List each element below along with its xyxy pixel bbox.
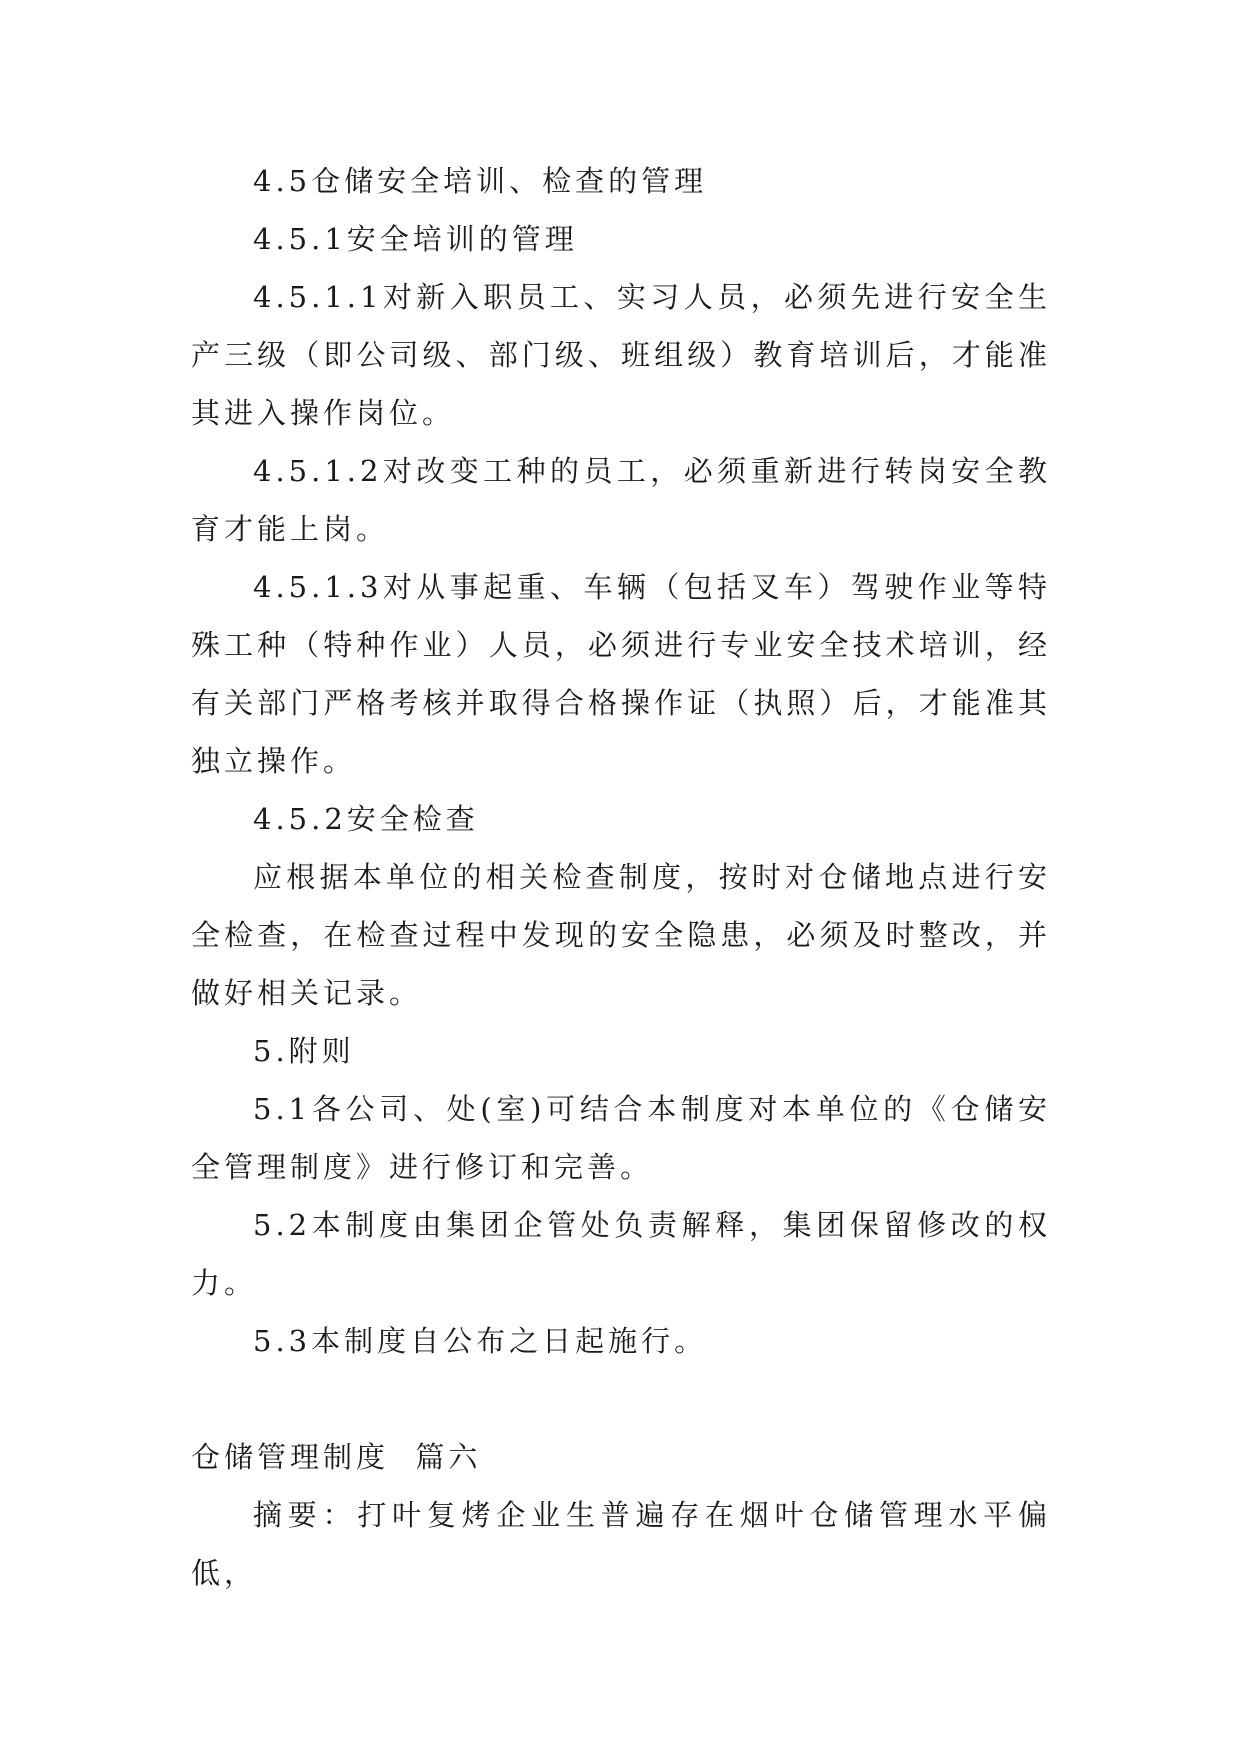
clause-4-5-1-2: 4.5.1.2对改变工种的员工，必须重新进行转岗安全教育才能上岗。 xyxy=(191,454,1051,546)
clause-5-2: 5.2本制度由集团企管处负责解释，集团保留修改的权力。 xyxy=(191,1208,1051,1300)
heading-4-5-2: 4.5.2安全检查 xyxy=(253,802,479,836)
section-title: 仓储管理制度 篇六 xyxy=(191,1440,482,1474)
heading-5: 5.附则 xyxy=(253,1034,355,1068)
clause-5-1: 5.1各公司、处(室)可结合本制度对本单位的《仓储安全管理制度》进行修订和完善。 xyxy=(191,1092,1051,1184)
document-page xyxy=(191,152,1051,1602)
heading-4-5-1: 4.5.1安全培训的管理 xyxy=(253,222,578,256)
abstract-line: 摘要：打叶复烤企业生普遍存在烟叶仓储管理水平偏低， xyxy=(191,1498,1051,1590)
clause-5-3: 5.3本制度自公布之日起施行。 xyxy=(253,1324,708,1358)
heading-4-5: 4.5仓储安全培训、检查的管理 xyxy=(253,164,708,198)
section-gap xyxy=(191,1370,1051,1428)
clause-4-5-1-1: 4.5.1.1对新入职员工、实习人员，必须先进行安全生产三级（即公司级、部门级、班组级）教育培训后，才能准其进入操作岗位。 xyxy=(191,280,1051,430)
clause-4-5-2-body: 应根据本单位的相关检查制度，按时对仓储地点进行安全检查，在检查过程中发现的安全隐患，必须及时整改，并做好相关记录。 xyxy=(191,860,1051,1010)
clause-4-5-1-3: 4.5.1.3对从事起重、车辆（包括叉车）驾驶作业等特殊工种（特种作业）人员，必须进行专业安全技术培训，经有关部门严格考核并取得合格操作证（执照）后，才能准其独立操作。 xyxy=(191,570,1051,778)
